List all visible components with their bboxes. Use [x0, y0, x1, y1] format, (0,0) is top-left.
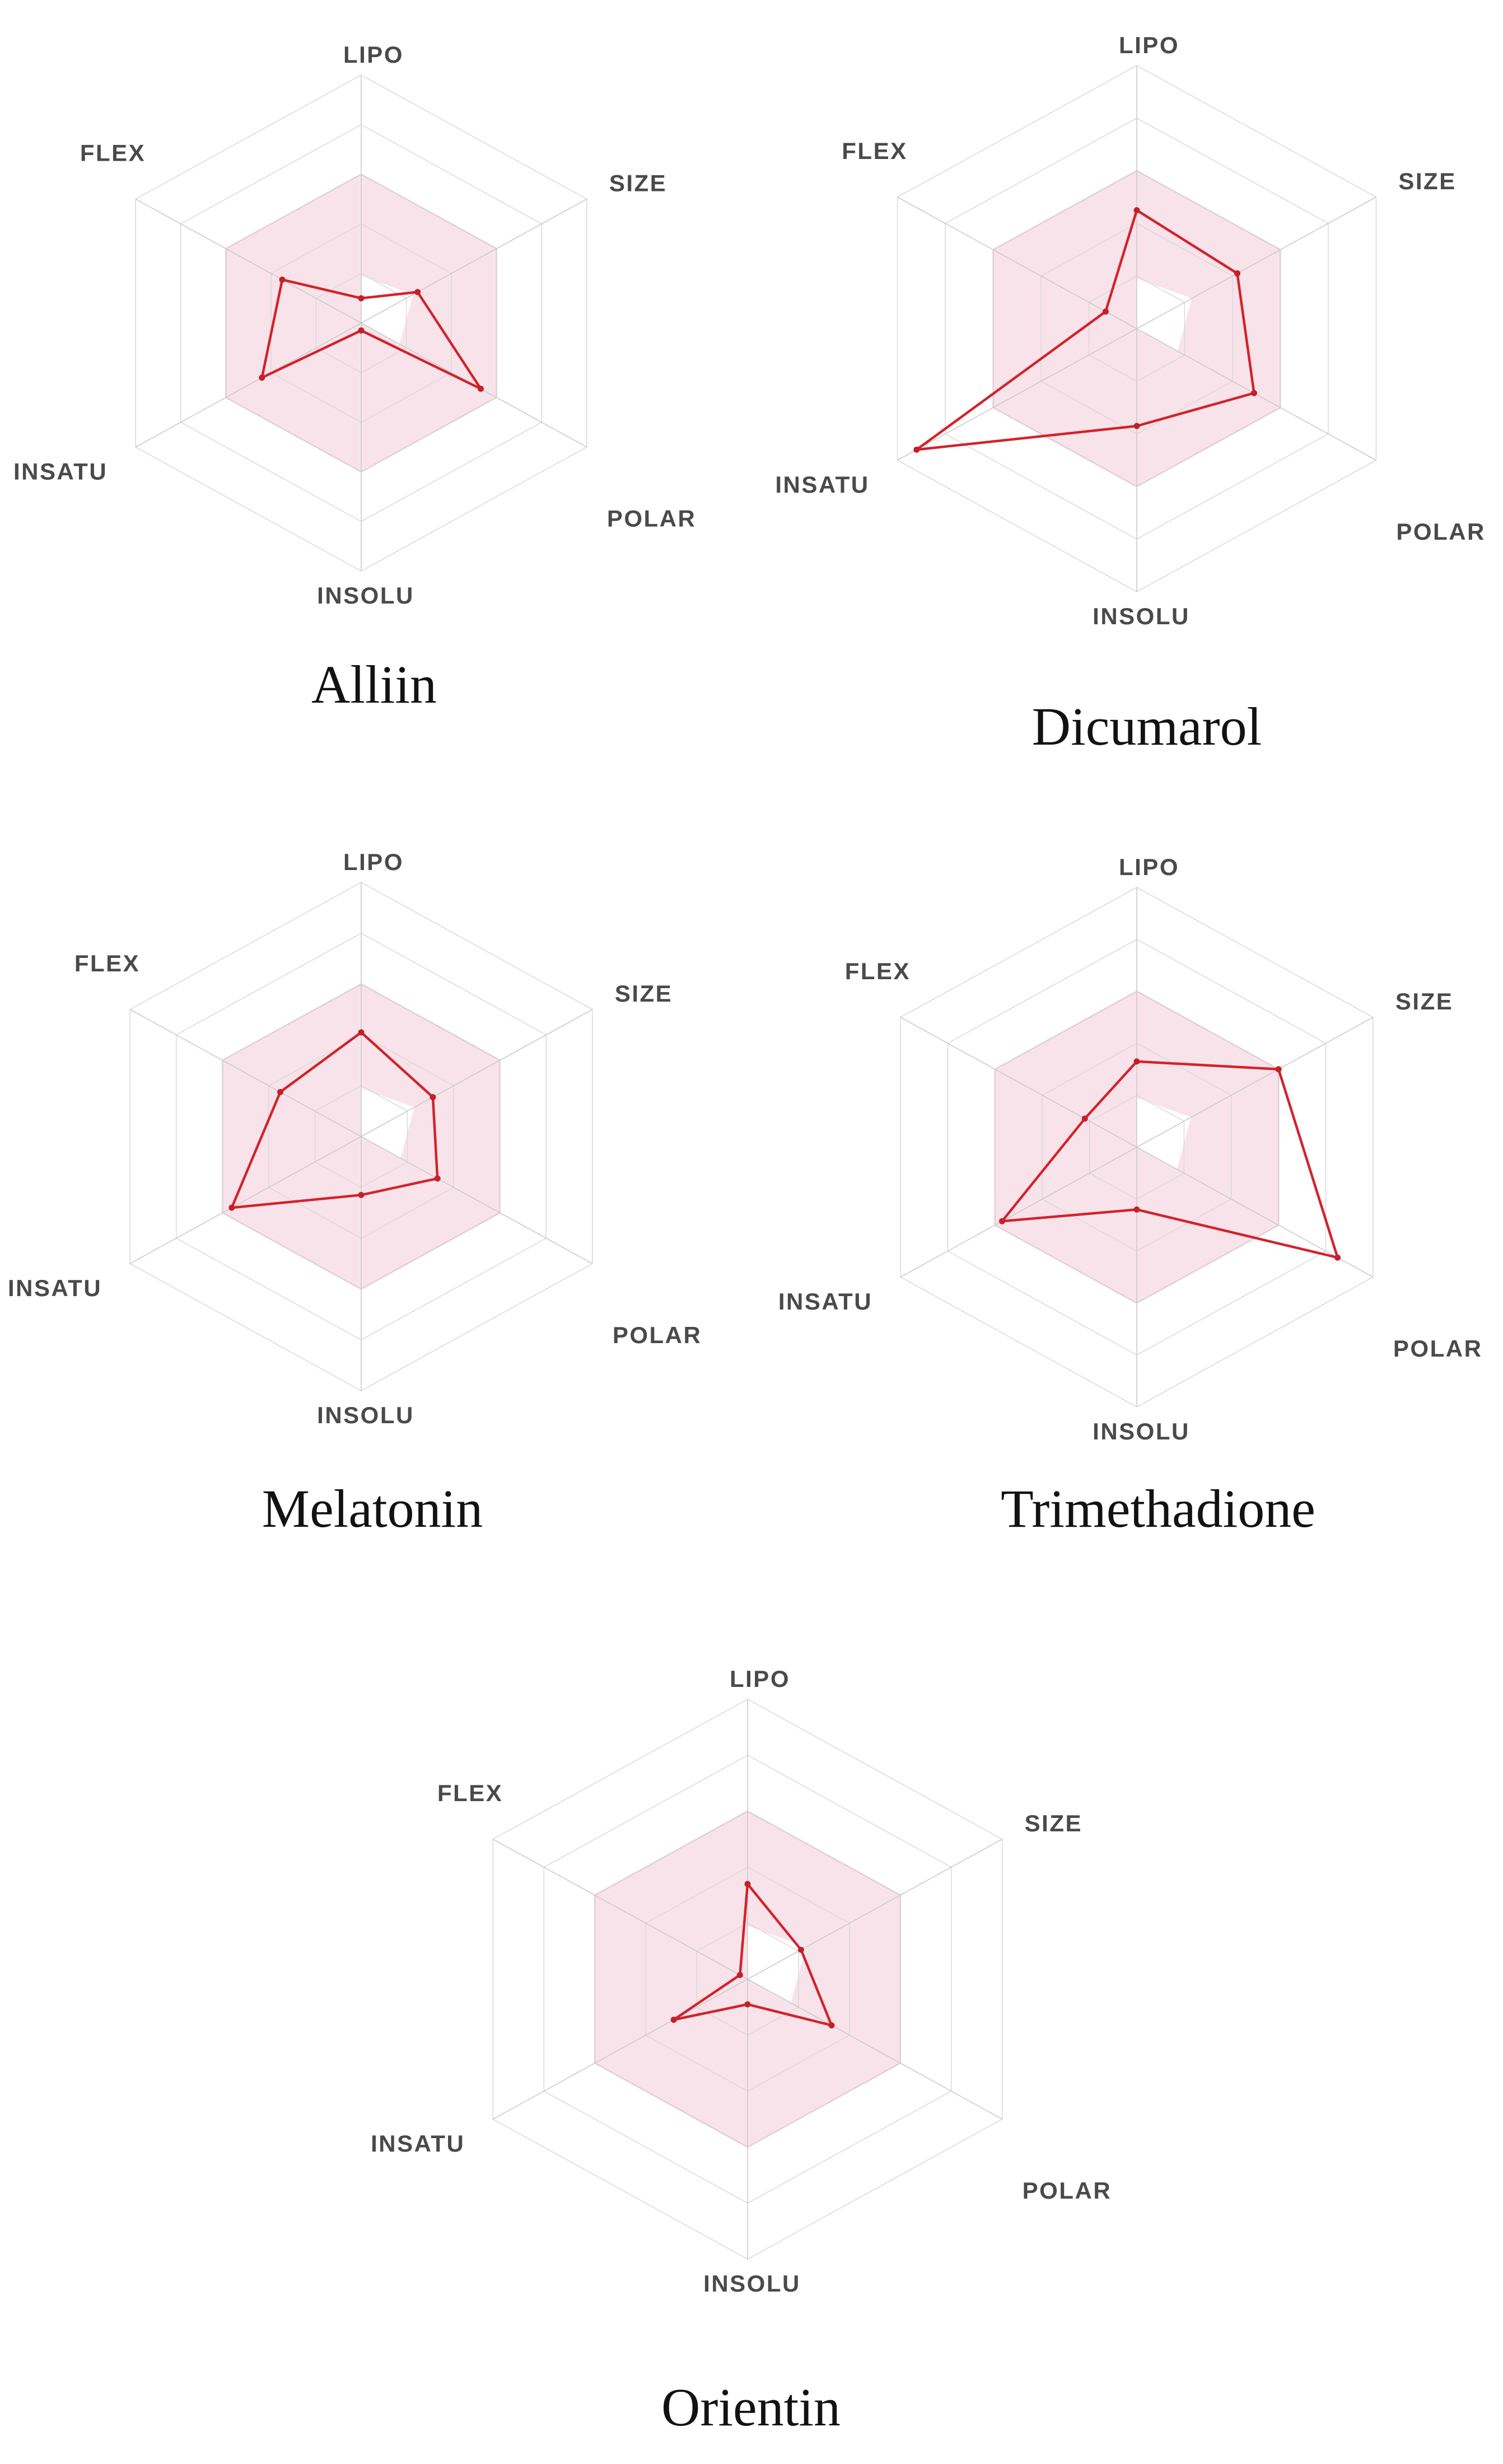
data-point-insatu: [671, 2017, 677, 2023]
data-point-lipo: [1134, 207, 1140, 213]
data-point-insolu: [745, 2002, 751, 2008]
axis-label-insolu: INSOLU: [703, 2270, 801, 2297]
axis-label-flex: FLEX: [842, 138, 908, 164]
data-point-insatu: [259, 375, 265, 381]
data-point-flex: [737, 1972, 743, 1978]
axis-label-insatu: INSATU: [775, 471, 870, 498]
axis-label-size: SIZE: [614, 980, 673, 1007]
data-point-size: [414, 289, 421, 295]
data-point-flex: [279, 277, 286, 283]
data-point-insolu: [1134, 1207, 1140, 1213]
axis-label-size: SIZE: [1024, 1810, 1083, 1836]
chart-title-melatonin: Melatonin: [262, 1479, 483, 1539]
axis-label-insatu: INSATU: [13, 458, 108, 485]
axis-label-size: SIZE: [1398, 168, 1457, 194]
axis-label-lipo: LIPO: [343, 41, 404, 68]
axis-label-insolu: INSOLU: [317, 1402, 414, 1428]
data-point-size: [1276, 1066, 1282, 1072]
chart-title-alliin: Alliin: [311, 654, 437, 714]
axis-label-insatu: INSATU: [371, 2130, 465, 2157]
axis-label-insolu: INSOLU: [1093, 603, 1190, 629]
axis-label-size: SIZE: [1395, 988, 1454, 1014]
axis-label-lipo: LIPO: [729, 1666, 791, 1692]
axis-label-flex: FLEX: [437, 1780, 503, 1806]
data-point-insatu: [999, 1218, 1005, 1224]
axis-label-polar: POLAR: [1396, 518, 1486, 545]
data-point-polar: [1251, 390, 1257, 396]
radar-chart-dicumarol: [775, 32, 1485, 629]
data-point-polar: [435, 1175, 441, 1181]
axis-label-insolu: INSOLU: [317, 582, 414, 609]
axis-label-polar: POLAR: [606, 505, 697, 532]
axis-label-size: SIZE: [609, 170, 668, 197]
data-point-lipo: [358, 1029, 365, 1035]
axis-label-insolu: INSOLU: [1093, 1418, 1190, 1444]
radar-chart-melatonin: [8, 849, 702, 1428]
data-point-polar: [829, 2022, 835, 2028]
radar-chart-trimethadione: [778, 854, 1483, 1444]
data-point-lipo: [745, 1881, 751, 1887]
data-point-size: [1234, 270, 1240, 277]
chart-title-trimethadione: Trimethadione: [1001, 1479, 1315, 1539]
axis-label-insatu: INSATU: [778, 1288, 873, 1315]
data-point-size: [798, 1947, 804, 1953]
axis-label-lipo: LIPO: [343, 849, 404, 875]
data-point-insatu: [913, 447, 919, 453]
data-point-flex: [277, 1089, 283, 1095]
axis-label-flex: FLEX: [74, 950, 141, 976]
data-point-flex: [1082, 1115, 1088, 1121]
data-point-polar: [1334, 1255, 1341, 1261]
axis-label-flex: FLEX: [844, 958, 911, 984]
axis-label-polar: POLAR: [1022, 2177, 1112, 2204]
data-point-insolu: [1134, 423, 1140, 429]
axis-label-lipo: LIPO: [1118, 854, 1180, 880]
radar-chart-alliin: [13, 41, 696, 609]
data-point-insatu: [228, 1205, 235, 1211]
axis-label-polar: POLAR: [1393, 1335, 1483, 1362]
data-point-insolu: [358, 328, 365, 334]
chart-title-orientin: Orientin: [661, 2377, 841, 2437]
data-point-size: [430, 1094, 436, 1100]
axis-label-flex: FLEX: [80, 139, 146, 166]
data-point-polar: [478, 386, 484, 392]
data-point-insolu: [358, 1192, 365, 1198]
data-point-lipo: [1134, 1058, 1140, 1064]
data-point-lipo: [358, 295, 365, 301]
data-point-flex: [1103, 308, 1109, 315]
axis-label-insatu: INSATU: [7, 1275, 102, 1301]
radar-chart-orientin: [371, 1666, 1112, 2297]
chart-title-dicumarol: Dicumarol: [1031, 696, 1262, 756]
axis-label-lipo: LIPO: [1118, 32, 1180, 58]
axis-label-polar: POLAR: [612, 1322, 702, 1348]
